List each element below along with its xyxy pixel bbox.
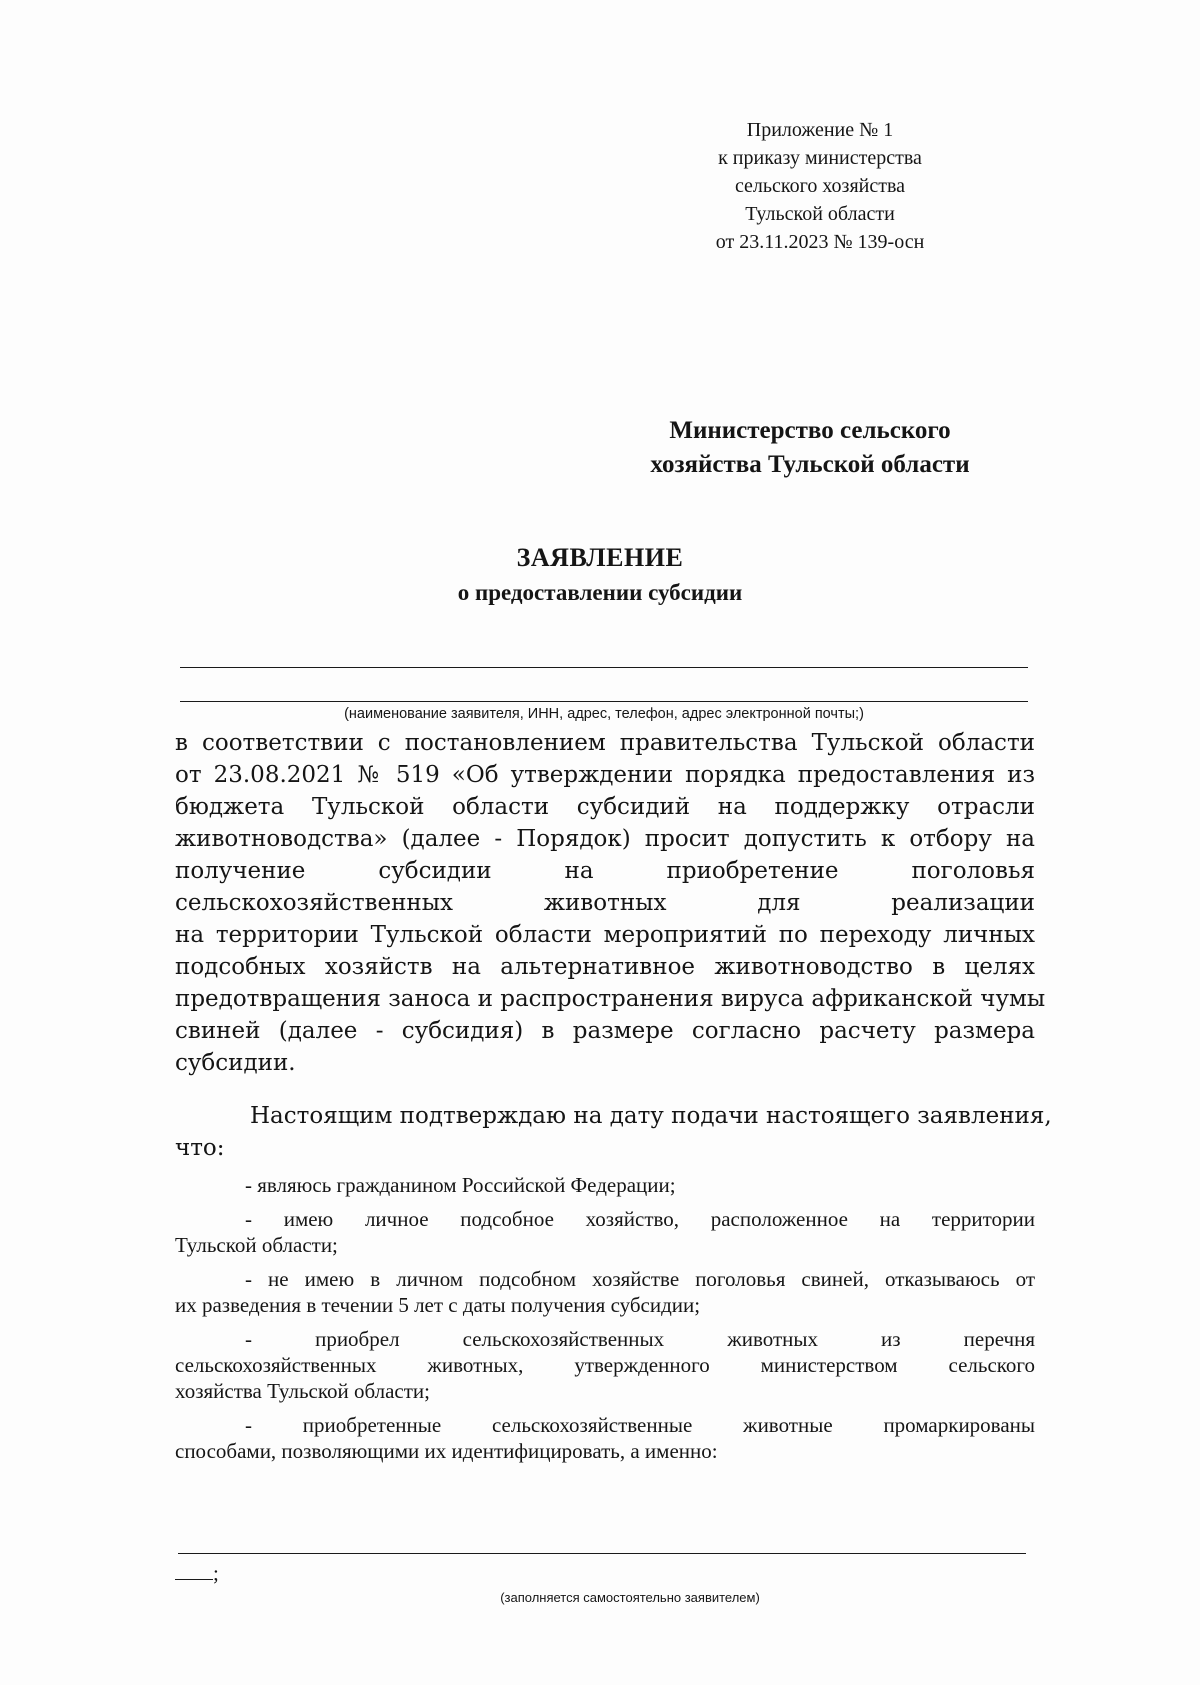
appendix-order-ref: к приказу министерства (718, 147, 922, 169)
addressee-line-1: Министерство сельского (669, 417, 951, 444)
document-subtitle: о предоставлении субсидии (457, 580, 743, 605)
list-item-continuation: их разведения в течении 5 лет с даты получения субсидии; (175, 1293, 701, 1317)
confirmation-list (175, 1172, 1035, 1464)
confirm-paragraph (175, 1100, 1052, 1164)
list-item: - приобретенные сельскохозяйственные животные промаркированы (245, 1413, 1035, 1437)
applicant-caption: (наименование заявителя, ИНН, адрес, телефон, адрес электронной почты;) (344, 706, 864, 722)
addressee-block (605, 414, 1015, 482)
marking-caption: (заполняется самостоятельно заявителем) (500, 1590, 760, 1605)
main-line: свиней (далее - субсидия) в размере согласно расчету размера (175, 1018, 1035, 1044)
main-line: на территории Тульской области мероприятий по переходу личных (175, 922, 1035, 948)
confirm-line: Настоящим подтверждаю на дату подачи настоящего заявления, (250, 1103, 1052, 1129)
main-line: от 23.08.2021 № 519 «Об утверждении порядка предоставления из (175, 762, 1035, 788)
list-item-continuation: хозяйства Тульской области; (175, 1379, 430, 1403)
list-item: - имею личное подсобное хозяйство, расположенное на территории (245, 1207, 1035, 1231)
applicant-fill-line-2[interactable] (180, 701, 1028, 702)
list-item: - являюсь гражданином Российской Федерации; (245, 1173, 676, 1197)
marking-semicolon: ; (213, 1561, 219, 1585)
main-line: получение субсидии на приобретение поголовья (175, 858, 1035, 884)
list-item: - не имею в личном подсобном хозяйстве поголовья свиней, отказываюсь от (245, 1267, 1035, 1291)
main-line: бюджета Тульской области субсидий на поддержку отрасли (175, 794, 1035, 820)
marking-fill-short-line[interactable] (175, 1561, 213, 1580)
list-item-continuation: способами, позволяющими их идентифицировать, а именно: (175, 1439, 718, 1463)
marking-fill-end (175, 1560, 219, 1586)
addressee-line-2: хозяйства Тульской области (650, 451, 970, 478)
list-item-continuation: сельскохозяйственных животных, утвержденного министерством сельского (175, 1353, 1035, 1377)
main-line: предотвращения заноса и распространения вируса африканской чумы (175, 986, 1046, 1012)
confirm-line: что: (175, 1135, 225, 1161)
list-item: - приобрел сельскохозяйственных животных из перечня (245, 1327, 1035, 1351)
list-item-continuation: Тульской области; (175, 1233, 338, 1257)
document-title: ЗАЯВЛЕНИЕ (516, 543, 684, 572)
document-heading (300, 540, 900, 610)
appendix-number: Приложение № 1 (746, 119, 894, 141)
appendix-block (660, 116, 980, 256)
appendix-region-line: Тульской области (745, 203, 895, 225)
appendix-date-number: от 23.11.2023 № 139-осн (715, 231, 925, 253)
main-line: подсобных хозяйств на альтернативное животноводство в целях (175, 954, 1035, 980)
applicant-fill-line-1[interactable] (180, 667, 1028, 668)
main-line: сельскохозяйственных животных для реализации (175, 890, 1035, 916)
main-line: животноводства» (далее - Порядок) просит допустить к отбору на (175, 826, 1035, 852)
main-line: в соответствии с постановлением правительства Тульской области (175, 730, 1035, 756)
marking-fill-line[interactable] (178, 1553, 1026, 1554)
main-line: субсидии. (175, 1050, 296, 1076)
main-paragraph (175, 727, 1046, 1079)
appendix-ministry-line: сельского хозяйства (734, 175, 906, 197)
